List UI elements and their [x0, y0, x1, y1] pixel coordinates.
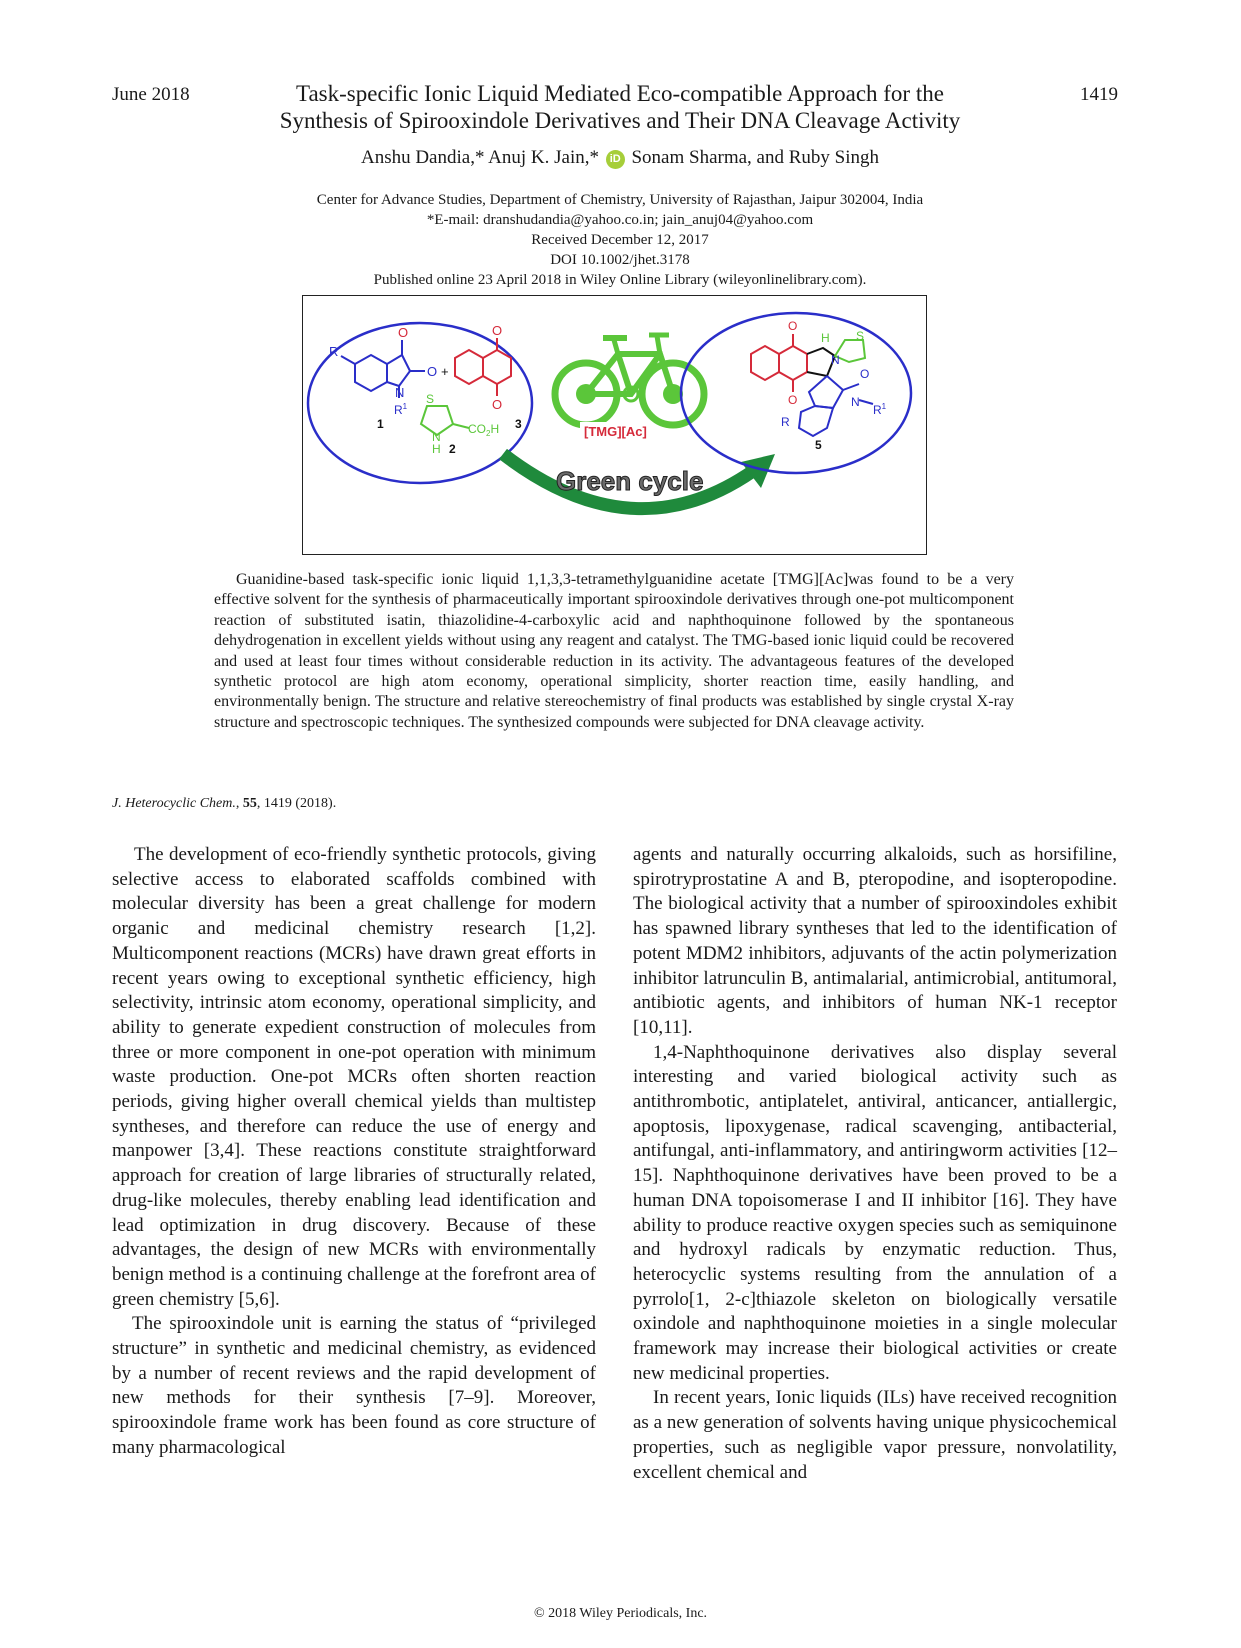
doi[interactable]: DOI 10.1002/jhet.3178: [550, 252, 690, 268]
title-line-2: Synthesis of Spirooxindole Derivatives and Their DNA Cleavage Activity: [279, 108, 961, 133]
isatin-o-top: O: [398, 325, 409, 340]
paragraph: agents and naturally occurring alkaloids, such as horsifiline, spirotryprostatine A and B, pteropodine, and isopteropodine. The biological activity that a number of spirooxindoles exhibit has spawned library syntheses that led to the identification of potent MDM2 inhibitors, adjuvants of the actin polymerization inhibitor latrunculin B, antimalarial, antimicrobial, antitumoral, antibiotic agents, and inhibitors of human NK-1 receptor [10,11].: [633, 844, 1117, 1038]
received-date: Received December 12, 2017: [531, 232, 709, 248]
product-o-bottom: O: [788, 393, 798, 407]
affiliation-block: [200, 190, 1040, 290]
running-date: June 2018: [112, 84, 190, 105]
isatin-r-label: R: [329, 344, 339, 359]
orcid-icon[interactable]: iD: [606, 150, 625, 169]
thiazolidine-h-label: H: [432, 442, 441, 456]
product-n-label: N: [851, 395, 860, 409]
product-n-top-label: N: [831, 353, 840, 367]
compound-1-number: 1: [377, 417, 384, 431]
thiazolidine-n-label: N: [432, 430, 441, 444]
catalyst-label: [TMG][Ac]: [584, 424, 647, 439]
compound-5-number: 5: [815, 438, 822, 452]
plus-sign: +: [441, 364, 449, 379]
isatin-r1-label: $R^1$: [394, 402, 408, 417]
abstract-text: Guanidine-based task-specific ionic liquid 1,1,3,3-tetramethylguanidine acetate [TMG][Ac]was found to be a very effective solvent for the synthesis of pharmaceutically important spirooxindole derivatives through one-pot multicomponent reaction of substituted isatin, thiazolidine-4-carboxylic acid and naphthoquinone followed by the spontaneous dehydrogenation in excellent yields without using any reagent and catalyst. The TMG-based ionic liquid could be recovered and used at least four times without considerable reduction in its activity. The advantageous features of the developed synthetic protocol are high atom economy, operational simplicity, shorter reaction time, easily handling, and environmentally benign. The structure and relative stereochemistry of final products was established by single crystal X-ray structure and spectroscopic techniques. The synthesized compounds were subjected for DNA cleavage activity.: [214, 571, 1014, 731]
naphthoquinone-structure: [455, 338, 511, 396]
author-1[interactable]: Anshu Dandia,*: [360, 147, 485, 168]
product-structure: [751, 334, 873, 436]
author-2[interactable]: Anuj K. Jain,*: [488, 147, 599, 168]
naphthoquinone-o-top: O: [492, 323, 503, 338]
body-column-right: [633, 843, 1117, 1485]
isatin-structure: [341, 340, 425, 398]
compound-2-number: 2: [449, 442, 456, 456]
author-list: [200, 147, 1040, 169]
email-line[interactable]: *E-mail: dranshudandia@yahoo.co.in; jain_anuj04@yahoo.com: [426, 212, 814, 228]
citation-line: [112, 796, 336, 812]
isatin-n-label: N: [395, 385, 405, 400]
title-line-1: Task-specific Ionic Liquid Mediated Eco-compatible Approach for the: [296, 81, 944, 106]
journal-name: J. Heterocyclic Chem.: [112, 796, 236, 811]
body-column-left: [112, 843, 596, 1461]
volume-number: 55: [242, 796, 257, 811]
citation-rest: , 1419 (2018).: [256, 796, 337, 811]
product-h-label: H: [821, 331, 830, 345]
paragraph: The spirooxindole unit is earning the status of “privileged structure” in synthetic and medicinal chemistry, as evidenced by a number of recent reviews and the rapid development of new methods for their synthesis [7–9]. Moreover, spirooxindole frame work has been found as core structure of many pharmacological: [112, 1313, 596, 1458]
paragraph: 1,4-Naphthoquinone derivatives also display several interesting and varied biological activity such as antithrombotic, antiplatelet, antiviral, anticancer, antiallergic, apoptosis, lipoxygenase, radical scavenging, antibacterial, antifungal, anti-inflammatory, and antiringworm activities [12–15]. Naphthoquinone derivatives have been proved to be a human DNA topoisomerase I and II inhibitor [16]. They have ability to produce reactive oxygen species such as semiquinone and hydroxyl radicals by enzymatic reduction. Thus, heterocyclic systems resulting from the annulation of a pyrrolo[1, 2-c]thiazole skeleton on biologically versatile oxindole and naphthoquinone moieties in a single molecular framework may increase their biological activities or create new medicinal properties.: [633, 1041, 1117, 1384]
copyright-footer: © 2018 Wiley Periodicals, Inc.: [533, 1606, 708, 1621]
abstract: [214, 570, 1014, 733]
author-3[interactable]: Sonam Sharma, and Ruby Singh: [631, 147, 880, 168]
green-cycle-label: Green cycle: [556, 466, 704, 496]
paragraph: In recent years, Ionic liquids (ILs) have received recognition as a new generation of solvents having unique physicochemical properties, such as negligible vapor pressure, nonvolatility, excellent chemical and: [633, 1387, 1117, 1483]
product-o-right: O: [860, 367, 870, 381]
product-o-top: O: [788, 319, 798, 333]
thiazolidine-s-label: S: [426, 392, 435, 406]
paragraph: The development of eco-friendly synthetic protocols, giving selective access to elaborated scaffolds combined with molecular diversity has been a great challenge for modern organic and medicinal chemistry research [1,2]. Multicomponent reactions (MCRs) have drawn great efforts in recent years owing to exceptional synthetic efficiency, high selectivity, intrinsic atom economy, operational simplicity, and ability to generate expedient construction of molecules from three or more component in one-pot operation with minimum waste production. One-pot MCRs often shorten reaction periods, giving higher overall chemical yields than multistep syntheses, and therefore can reduce the use of energy and manpower [3,4]. These reactions constitute straightforward approach for creation of large libraries of structurally related, drug-like molecules, thereby enabling lead identification and lead optimization in drug discovery. Because of these advantages, the design of new MCRs with environmentally benign method is a continuing challenge at the forefront area of green chemistry [5,6].: [112, 844, 596, 1310]
page-number: 1419: [1080, 84, 1118, 105]
affiliation: Center for Advance Studies, Department of Chemistry, University of Rajasthan, Jaipur 302004, India: [316, 192, 924, 208]
product-s-label: S: [856, 329, 865, 343]
article-title: [200, 80, 1040, 134]
isatin-o-right: O: [427, 364, 438, 379]
compound-3-number: 3: [515, 417, 522, 431]
thiazolidine-acid-label: $CO_2H$: [468, 422, 500, 438]
naphthoquinone-o-bottom: O: [492, 397, 503, 412]
thiazolidine-structure: [421, 406, 469, 435]
published-online: Published online 23 April 2018 in Wiley Online Library (wileyonlinelibrary.com).: [373, 272, 867, 288]
graphical-abstract: [302, 295, 927, 555]
product-r-label: R: [781, 415, 790, 429]
product-r1-label: $R^1$: [873, 402, 887, 417]
citation-separator: ,: [235, 796, 243, 811]
